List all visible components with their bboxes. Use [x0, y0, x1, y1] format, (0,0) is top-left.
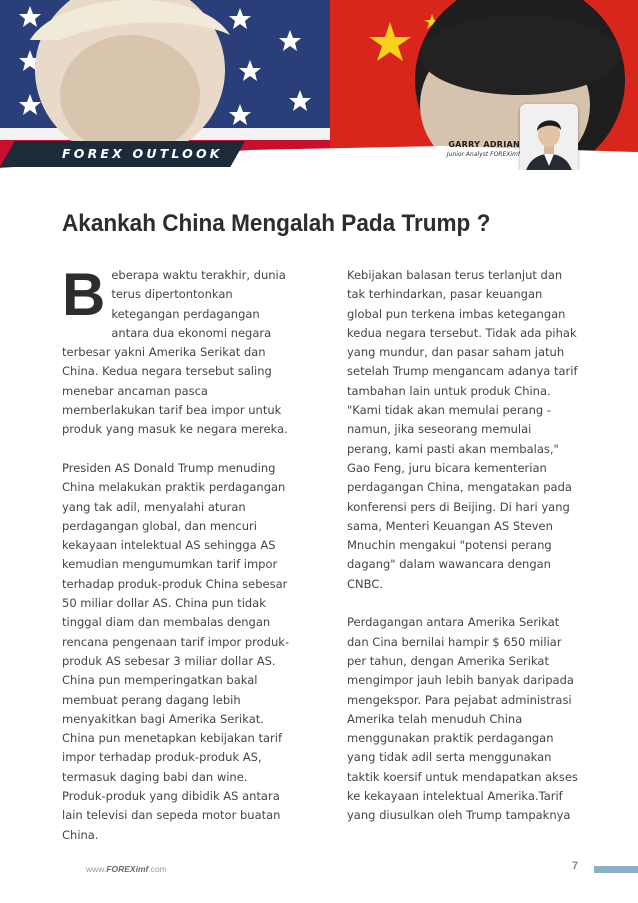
footer-website-link[interactable] — [86, 864, 167, 874]
article-column-left — [62, 261, 294, 845]
paragraph: Perdagangan antara Amerika Serikat dan Cina bernilai hampir $ 650 miliar per tahun, dengan Amerika Serikat mengimpor jauh lebih banyak daripada mengekspor. Para pejabat administrasi Amerika telah menuduh China menggunakan praktik perdagangan yang tidak adil serta menggunakan taktik koersif untuk mendapatkan akses ke kekayaan intelektual Amerika.Tarif yang diusulkan oleh Trump tampaknya — [347, 615, 578, 823]
author-avatar — [520, 104, 578, 170]
author-role: Junior Analyst FOREXimf — [446, 151, 520, 158]
url-suffix: .com — [148, 864, 167, 874]
article-title: Akankah China Mengalah Pada Trump ? — [62, 210, 491, 237]
section-label: FOREX OUTLOOK — [62, 146, 223, 161]
paragraph-text: eberapa waktu terakhir, dunia terus dipertontonkan ketegangan perdagangan antara dua ekonomi negara terbesar yakni Amerika Serikat dan China. Kedua negara tersebut saling menebar ancaman pasca memberlakukan tarif bea impor untuk produk yang masuk ke negara mereka. — [62, 268, 288, 437]
url-prefix: www. — [86, 864, 107, 874]
header-banner — [0, 0, 638, 170]
drop-cap: B — [62, 261, 106, 328]
paragraph: Kebijakan balasan terus terlanjut dan tak terhindarkan, pasar keuangan global pun terkena imbas ketegangan kedua negara tersebut. Tidak ada pihak yang mundur, dan pasar saham jatuh setelah Trump mengancam adanya tarif tambahan lain untuk produk China. "Kami tidak akan memulai perang - namun, jika seseorang memulai perang, kami pasti akan membalas," Gao Feng, juru bicara kementerian perdagangan China, mengatakan pada konferensi pers di Beijing. Di hari yang sama, Menteri Keuangan AS Steven Mnuchin mengakui "potensi perang dagang" dalam wawancara dengan CNBC. — [347, 268, 578, 591]
paragraph — [62, 261, 294, 440]
author-portrait-icon — [520, 104, 578, 170]
article-column-right — [347, 266, 579, 826]
footer-accent-bar — [594, 866, 638, 873]
page-number: 7 — [572, 860, 579, 872]
paragraph: Presiden AS Donald Trump menuding China melakukan praktik perdagangan yang tak adil, menyalahi aturan perdagangan global, dan mencuri kekayaan intelektual AS sehingga AS kemudian mengumumkan tarif impor terhadap produk-produk China sebesar 50 miliar dollar AS. China pun tidak tinggal diam dan membalas dengan rencana pengenaan tarif impor produk-produk AS sebesar 3 miliar dollar AS. China pun memperingatkan bakal membuat perang dagang lebih menyakitkan bagi Amerika Serikat. China pun menetapkan kebijakan tarif impor terhadap produk-produk AS, termasuk daging babi dan wine. Produk-produk yang dibidik AS antara lain televisi dan sepeda motor buatan China. — [62, 460, 290, 842]
author-name: GARRY ADRIAN — [448, 140, 520, 149]
url-brand: FOREXimf — [106, 864, 149, 874]
author-info — [440, 140, 520, 158]
